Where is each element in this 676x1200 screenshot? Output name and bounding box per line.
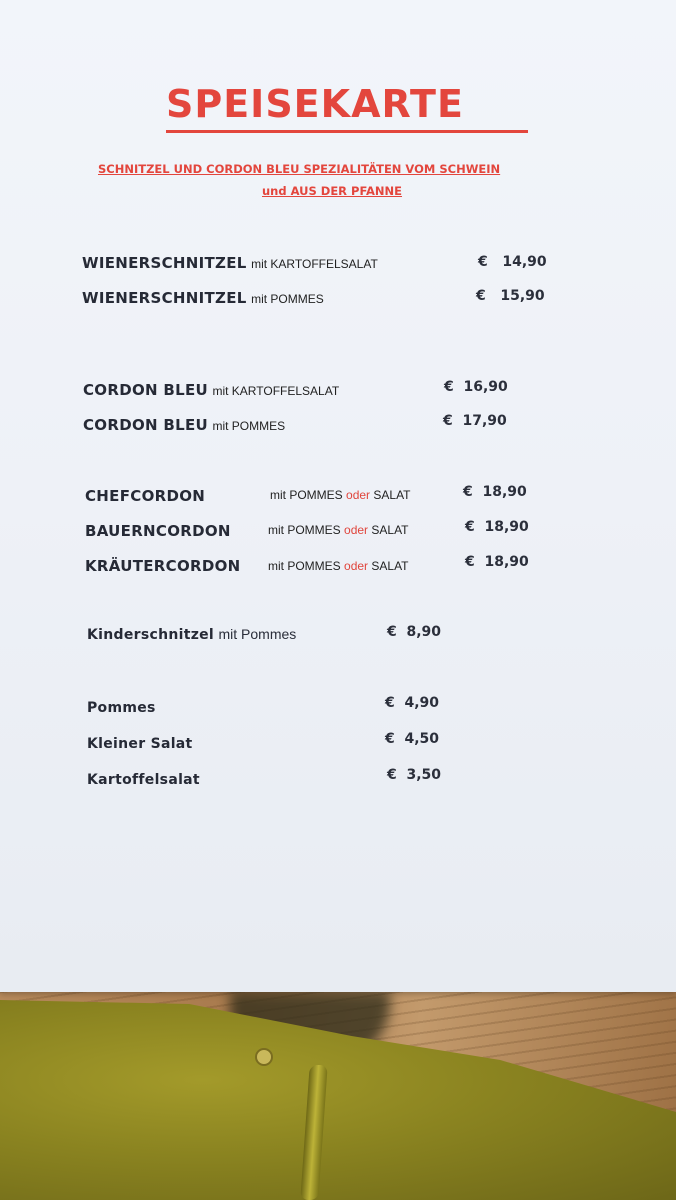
euro-sign: €	[478, 254, 488, 270]
item-price	[478, 254, 547, 270]
side-option-b: SALAT	[371, 559, 409, 573]
item-name: Kartoffelsalat	[87, 772, 200, 788]
item-name: CORDON BLEU	[83, 416, 209, 434]
price-value: 17,90	[462, 413, 507, 429]
item-name: BAUERNCORDON	[85, 522, 231, 540]
side-option-b: SALAT	[371, 523, 409, 537]
item-price	[387, 767, 441, 783]
item-side	[268, 559, 409, 573]
item-side: mit KARTOFFELSALAT	[251, 257, 378, 271]
item-name: WIENERSCHNITZEL	[82, 289, 247, 307]
item-name: Kleiner Salat	[87, 736, 193, 752]
subtitle-line-1: SCHNITZEL UND CORDON BLEU SPEZIALITÄTEN VOM SCHWEIN	[98, 162, 501, 176]
menu-title: SPEISEKARTE	[166, 82, 464, 126]
item-side	[268, 523, 409, 537]
euro-sign: €	[465, 554, 475, 570]
menu-item	[83, 381, 339, 400]
item-price	[385, 695, 439, 711]
item-name: Pommes	[87, 700, 156, 716]
item-price	[443, 413, 507, 429]
euro-sign: €	[385, 695, 395, 711]
price-value: 15,90	[500, 288, 545, 304]
item-price	[444, 379, 508, 395]
euro-sign: €	[387, 624, 397, 640]
price-value: 4,90	[404, 695, 440, 711]
item-side: mit POMMES	[251, 292, 324, 306]
item-price	[387, 624, 441, 640]
oder-word: oder	[344, 559, 369, 573]
oder-word: oder	[346, 488, 371, 502]
item-side: mit POMMES	[212, 419, 286, 433]
item-price	[463, 484, 527, 500]
item-price	[465, 554, 529, 570]
item-side: mit KARTOFFELSALAT	[212, 384, 340, 398]
menu-item	[82, 254, 378, 273]
price-value: 3,50	[406, 767, 442, 783]
menu-item	[87, 626, 296, 644]
menu-item	[82, 289, 324, 308]
title-underline	[166, 130, 528, 133]
price-value: 4,50	[404, 731, 440, 747]
item-price	[476, 288, 545, 304]
euro-sign: €	[444, 379, 454, 395]
item-name: WIENERSCHNITZEL	[82, 254, 247, 272]
price-value: 18,90	[484, 554, 529, 570]
item-name: CHEFCORDON	[85, 487, 206, 505]
item-name: CORDON BLEU	[83, 381, 209, 399]
price-value: 8,90	[406, 624, 442, 640]
price-value: 16,90	[463, 379, 508, 395]
side-option-b: SALAT	[373, 488, 411, 502]
item-name: Kinderschnitzel	[87, 627, 215, 643]
item-price	[385, 731, 439, 747]
euro-sign: €	[463, 484, 473, 500]
item-price	[465, 519, 529, 535]
price-value: 18,90	[484, 519, 529, 535]
side-option-a: mit POMMES	[270, 488, 343, 502]
euro-sign: €	[443, 413, 453, 429]
oder-word: oder	[344, 523, 369, 537]
subtitle-line-2: und AUS DER PFANNE	[262, 184, 403, 198]
price-value: 14,90	[502, 254, 547, 270]
fabric-button	[255, 1048, 273, 1066]
item-side: mit Pommes	[218, 626, 297, 642]
menu-item	[83, 416, 285, 435]
euro-sign: €	[387, 767, 397, 783]
side-option-a: mit POMMES	[268, 523, 341, 537]
euro-sign: €	[385, 731, 395, 747]
item-name: KRÄUTERCORDON	[85, 557, 241, 575]
item-side	[270, 488, 411, 502]
price-value: 18,90	[482, 484, 527, 500]
side-option-a: mit POMMES	[268, 559, 341, 573]
euro-sign: €	[465, 519, 475, 535]
euro-sign: €	[476, 288, 486, 304]
